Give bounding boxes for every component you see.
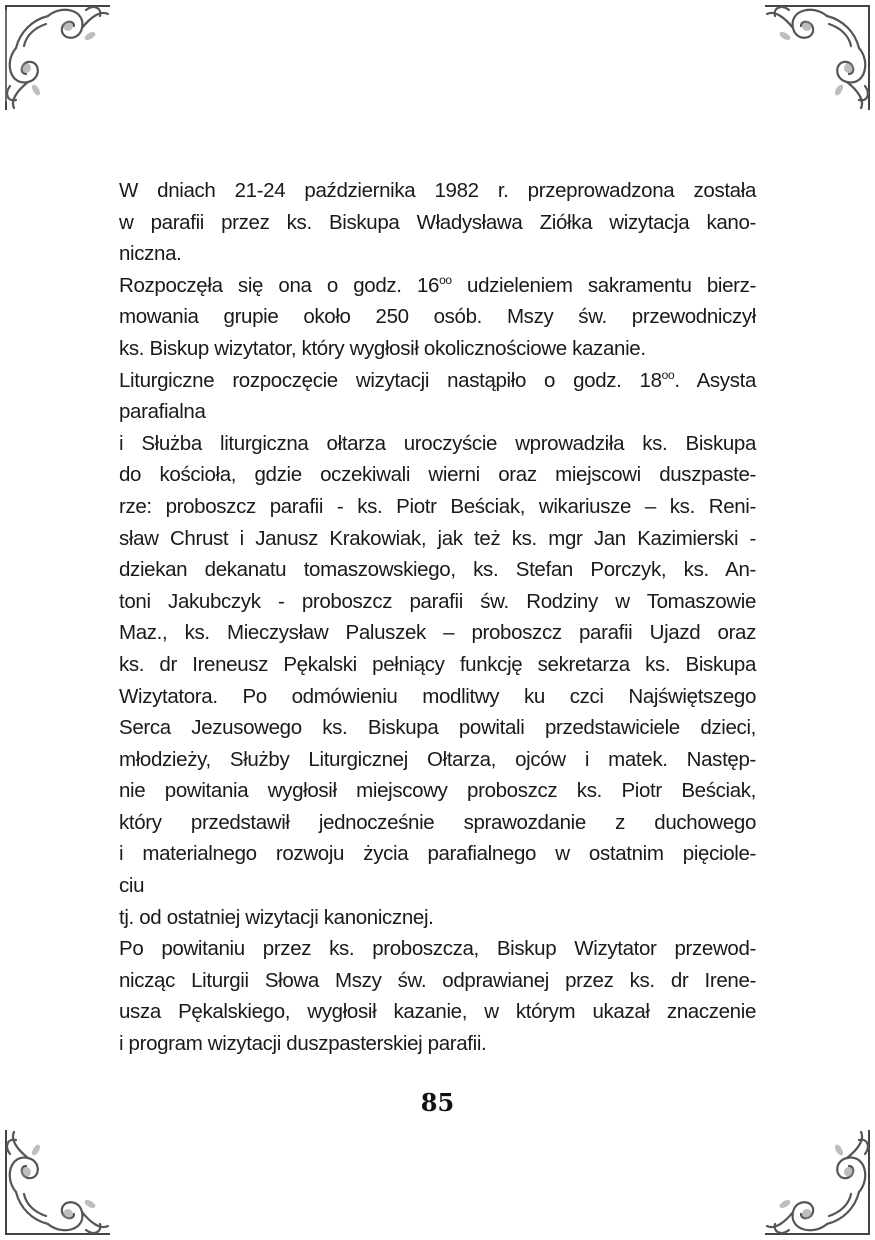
- ornament-scroll-icon: [761, 2, 873, 114]
- corner-ornament-top-right: [761, 2, 873, 114]
- text-line-content: ciu: [119, 874, 145, 898]
- text-line-content: w parafii przez ks. Biskupa Władysława Ziółka wizytacja kano-: [119, 210, 756, 234]
- superscript-minutes: oo: [439, 272, 452, 287]
- body-text: [119, 175, 756, 1060]
- text-line-content: Po powitaniu przez ks. proboszcza, Biskup Wizytator przewod-: [119, 937, 756, 961]
- text-line: [119, 491, 756, 523]
- text-line: [119, 301, 756, 333]
- text-line: [119, 396, 756, 428]
- text-line-content: sław Chrust i Janusz Krakowiak, jak też ks. mgr Jan Kazimierski -: [119, 526, 756, 550]
- text-line: [119, 175, 756, 207]
- text-line-content: dziekan dekanatu tomaszowskiego, ks. Stefan Porczyk, ks. An-: [119, 558, 756, 582]
- text-line: [119, 902, 756, 934]
- text-line: [119, 428, 756, 460]
- text-line-content: parafialna: [119, 400, 206, 424]
- text-line: [119, 333, 756, 365]
- text-line: [119, 207, 756, 239]
- ornament-scroll-icon: [2, 2, 114, 114]
- superscript-minutes: oo: [661, 367, 675, 382]
- corner-ornament-bottom-left: [2, 1126, 114, 1238]
- text-line-content: do kościoła, gdzie oczekiwali wierni oraz miejscowi duszpaste-: [119, 463, 756, 487]
- text-line: [119, 933, 756, 965]
- text-line: [119, 617, 756, 649]
- text-line: [119, 838, 756, 870]
- text-line: [119, 807, 756, 839]
- text-line-content: ks. dr Ireneusz Pękalski pełniący funkcję sekretarza ks. Biskupa: [119, 652, 756, 676]
- text-line-content: Serca Jezusowego ks. Biskupa powitali przedstawiciele dzieci,: [119, 716, 756, 740]
- text-line-tail: udzieleniem sakramentu bierz-: [451, 273, 756, 297]
- ornament-scroll-icon: [761, 1126, 873, 1238]
- text-line-content: ks. Biskup wizytator, który wygłosił okolicznościowe kazanie.: [119, 336, 646, 360]
- text-line-content: Wizytatora. Po odmówieniu modlitwy ku czci Najświętszego: [119, 684, 756, 708]
- text-line-content: mowania grupie około 250 osób. Mszy św. przewodniczył: [119, 305, 756, 329]
- text-line-content: Liturgiczne rozpoczęcie wizytacji nastąpiło o godz. 18: [119, 368, 662, 392]
- text-line: [119, 586, 756, 618]
- text-line: [119, 523, 756, 555]
- text-line: [119, 681, 756, 713]
- text-line-content: i program wizytacji duszpasterskiej parafii.: [119, 1032, 487, 1056]
- text-line: [119, 775, 756, 807]
- text-line-content: nie powitania wygłosił miejscowy proboszcz ks. Piotr Beściak,: [119, 779, 756, 803]
- text-line: [119, 1028, 756, 1060]
- text-line-content: młodzieży, Służby Liturgicznej Ołtarza, ojców i matek. Następ-: [119, 747, 756, 771]
- corner-ornament-top-left: [2, 2, 114, 114]
- text-line: [119, 744, 756, 776]
- text-line-content: nicząc Liturgii Słowa Mszy św. odprawianej przez ks. dr Irene-: [119, 968, 756, 992]
- text-line: [119, 238, 756, 270]
- text-line: [119, 554, 756, 586]
- text-line-content: który przedstawił jednocześnie sprawozdanie z duchowego: [119, 810, 756, 834]
- text-line: [119, 649, 756, 681]
- text-line: [119, 996, 756, 1028]
- corner-ornament-bottom-right: [761, 1126, 873, 1238]
- text-line-content: rze: proboszcz parafii - ks. Piotr Beściak, wikariusze – ks. Reni-: [119, 494, 756, 518]
- text-line-content: Rozpoczęła się ona o godz. 16: [119, 273, 440, 297]
- text-line-content: W dniach 21-24 października 1982 r. przeprowadzona została: [119, 179, 756, 202]
- text-line-tail: . Asysta: [674, 368, 756, 392]
- text-line: [119, 270, 756, 302]
- text-line: [119, 870, 756, 902]
- text-line-content: usza Pękalskiego, wygłosił kazanie, w którym ukazał znaczenie: [119, 1000, 756, 1024]
- text-line-content: i materialnego rozwoju życia parafialnego w ostatnim pięciole-: [119, 842, 756, 866]
- text-line-content: tj. od ostatniej wizytacji kanonicznej.: [119, 905, 434, 929]
- text-line: [119, 365, 756, 397]
- text-line-content: i Służba liturgiczna ołtarza uroczyście wprowadziła ks. Biskupa: [119, 431, 756, 455]
- ornament-scroll-icon: [2, 1126, 114, 1238]
- text-line: [119, 459, 756, 491]
- text-line-content: niczna.: [119, 242, 182, 266]
- text-line-content: toni Jakubczyk - proboszcz parafii św. Rodziny w Tomaszowie: [119, 589, 756, 613]
- page-number: 85: [420, 1088, 455, 1117]
- text-line-content: Maz., ks. Mieczysław Paluszek – proboszcz parafii Ujazd oraz: [119, 621, 756, 645]
- text-line: [119, 965, 756, 997]
- text-line: [119, 712, 756, 744]
